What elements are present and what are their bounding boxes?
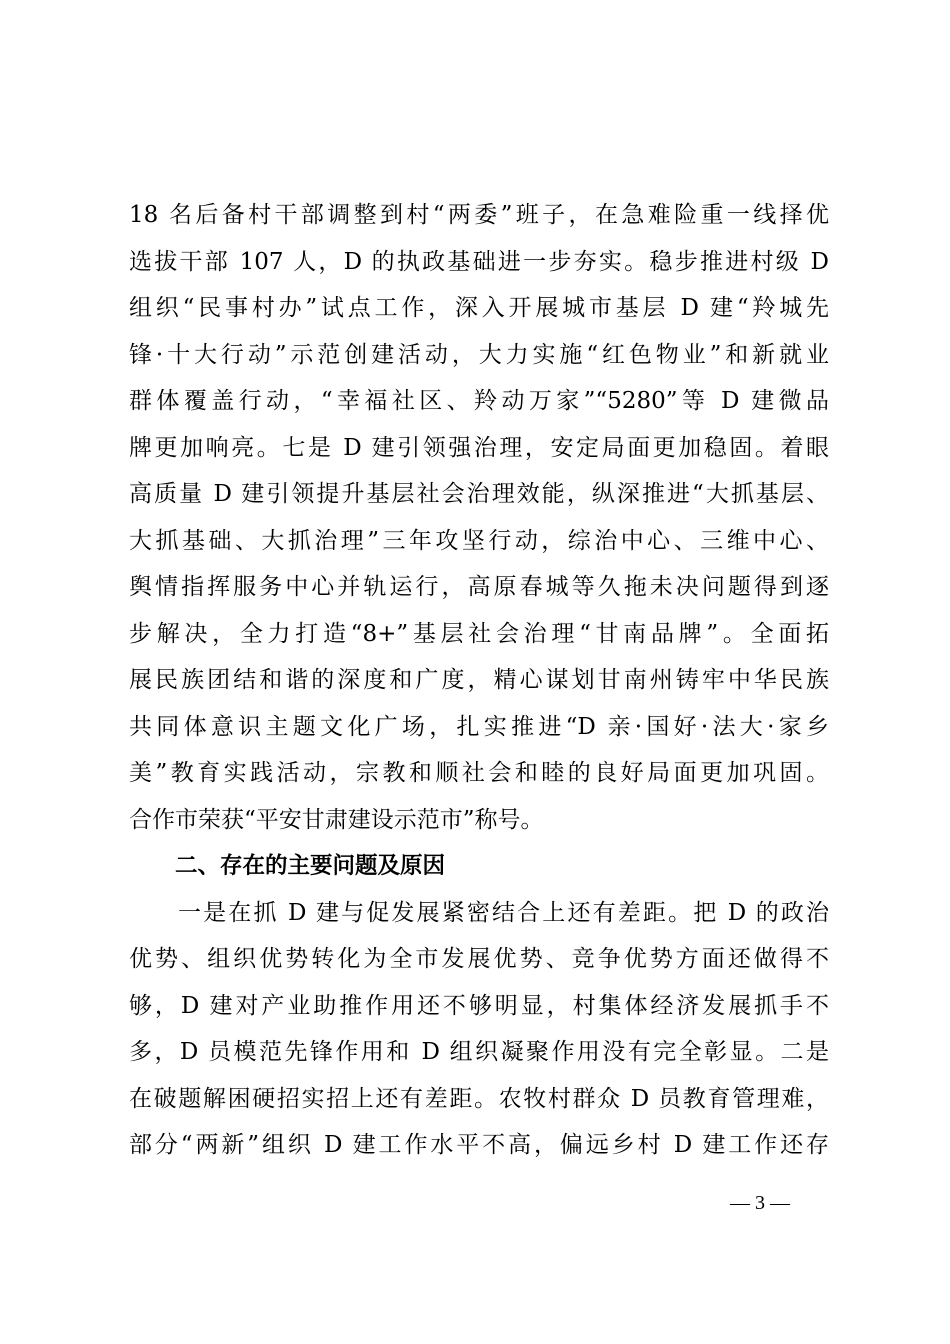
paragraph-line: 展民族团结和谐的深度和广度，精心谋划甘南州铸牢中华民族 bbox=[129, 667, 829, 693]
paragraph-line: 共同体意识主题文化广场，扎实推进“D 亲·国好·法大·家乡 bbox=[129, 713, 829, 740]
page-number: — 3 — bbox=[730, 1192, 790, 1214]
paragraph-line: 合作市荣获“平安甘肃建设示范市”称号。 bbox=[129, 806, 544, 833]
paragraph-line: 够，D 建对产业助推作用还不够明显，村集体经济发展抓手不 bbox=[129, 992, 829, 1019]
paragraph-line: 选拔干部 107 人，D 的执政基础进一步夯实。稳步推进村级 D bbox=[129, 248, 829, 275]
paragraph-line: 一是在抓 D 建与促发展紧密结合上还有差距。把 D 的政治 bbox=[178, 899, 829, 926]
paragraph-line: 部分“两新”组织 D 建工作水平不高，偏远乡村 D 建工作还存 bbox=[129, 1132, 829, 1158]
body-text bbox=[129, 192, 829, 1169]
paragraph-line: 组织“民事村办”试点工作，深入开展城市基层 D 建“羚城先 bbox=[129, 295, 829, 321]
paragraph-line: 步解决，全力打造“8+”基层社会治理“甘南品牌”。全面拓 bbox=[129, 620, 829, 647]
paragraph-line: 大抓基础、大抓治理”三年攻坚行动，综治中心、三维中心、 bbox=[129, 527, 829, 554]
paragraph-line: 优势、组织优势转化为全市发展优势、竞争优势方面还做得不 bbox=[129, 946, 829, 972]
paragraph-line: 美”教育实践活动，宗教和顺社会和睦的良好局面更加巩固。 bbox=[129, 760, 829, 786]
paragraph-line: 在破题解困硬招实招上还有差距。农牧村群众 D 员教育管理难， bbox=[129, 1085, 829, 1112]
paragraph-line: 18 名后备村干部调整到村“两委”班子，在急难险重一线择优 bbox=[129, 202, 829, 228]
paragraph-line: 牌更加响亮。七是 D 建引领强治理，安定局面更加稳固。着眼 bbox=[129, 434, 829, 461]
paragraph-line: 多，D 员模范先锋作用和 D 组织凝聚作用没有完全彰显。二是 bbox=[129, 1039, 829, 1065]
section-heading: 二、存在的主要问题及原因 bbox=[175, 853, 446, 879]
paragraph-line: 高质量 D 建引领提升基层社会治理效能，纵深推进“大抓基层、 bbox=[129, 481, 829, 507]
paragraph-line: 群体覆盖行动，“幸福社区、羚动万家”“5280”等 D 建微品 bbox=[129, 388, 829, 414]
paragraph-line: 锋·十大行动”示范创建活动，大力实施“红色物业”和新就业 bbox=[129, 341, 829, 368]
paragraph-line: 舆情指挥服务中心并轨运行，高原春城等久拖未决问题得到逐 bbox=[129, 574, 829, 600]
